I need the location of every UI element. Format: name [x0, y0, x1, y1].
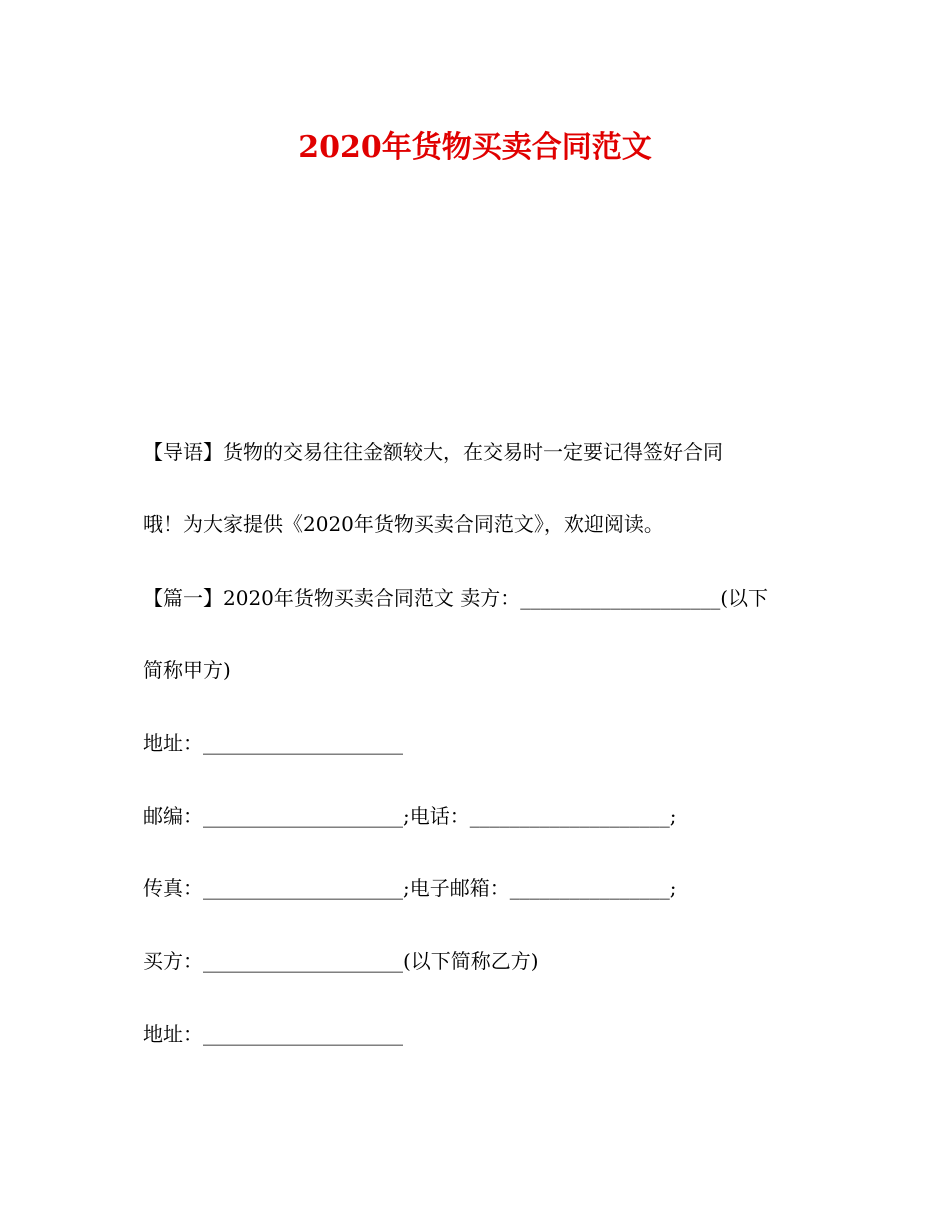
section-one-seller-line: 【篇一】2020年货物买卖合同范文 卖方：____________________(以下 [143, 586, 769, 610]
document-title: 2020年货物买卖合同范文 [298, 130, 652, 165]
intro-line-2: 哦！为大家提供《2020年货物买卖合同范文》，欢迎阅读。 [143, 512, 664, 536]
seller-postcode-phone-line: 邮编：____________________;电话：____________________; [143, 804, 677, 828]
seller-address-line: 地址：____________________ [143, 731, 403, 755]
seller-fax-email-line: 传真：____________________;电子邮箱：________________; [143, 876, 677, 900]
buyer-line: 买方：____________________(以下简称乙方) [143, 949, 539, 973]
seller-abbreviation-line: 简称甲方) [143, 658, 231, 682]
intro-line-1: 【导语】货物的交易往往金额较大，在交易时一定要记得签好合同 [143, 440, 723, 464]
buyer-address-line: 地址：____________________ [143, 1022, 403, 1046]
